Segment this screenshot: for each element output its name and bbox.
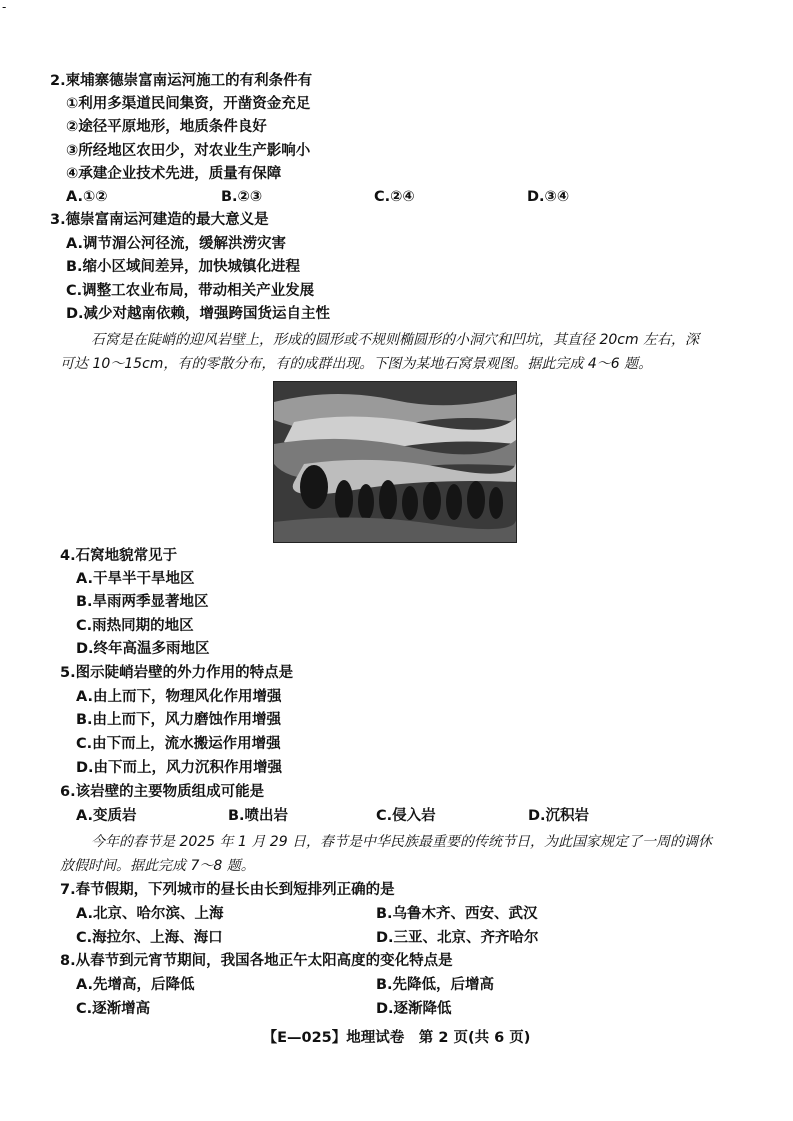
question-2-item-4: ④承建企业技术先进，质量有保障 — [66, 166, 282, 182]
rock-cavity-illustration — [274, 382, 516, 542]
option-a: A.先增高，后降低 — [76, 977, 195, 993]
question-4-stem: 4.石窝地貌常见于 — [60, 548, 178, 564]
option-d: D.③④ — [527, 189, 570, 205]
option-b: B.②③ — [221, 189, 263, 205]
question-3-option-c: C.调整工农业布局，带动相关产业发展 — [66, 283, 315, 299]
option-b: B.喷出岩 — [228, 808, 289, 824]
question-2-stem: 2.柬埔寨德崇富南运河施工的有利条件有 — [50, 73, 313, 89]
passage-1-line-1: 石窝是在陡峭的迎风岩壁上，形成的圆形或不规则椭圆形的小洞穴和凹坑，其直径 20cm 左右，深 — [91, 332, 700, 348]
question-5-option-d: D.由下而上，风力沉积作用增强 — [76, 760, 283, 776]
question-4-option-b: B.旱雨两季显著地区 — [76, 594, 209, 610]
option-b: B.先降低，后增高 — [376, 977, 495, 993]
question-2-item-2: ②途径平原地形，地质条件良好 — [66, 119, 267, 135]
option-d: D.沉积岩 — [528, 808, 590, 824]
option-a: A.变质岩 — [76, 808, 137, 824]
page-footer: 【E—025】地理试卷 第 2 页(共 6 页) — [262, 1030, 531, 1046]
question-5-option-a: A.由上而下，物理风化作用增强 — [76, 689, 282, 705]
option-a: A.①② — [66, 189, 108, 205]
option-a: A.北京、哈尔滨、上海 — [76, 906, 224, 922]
passage-1-line-2: 可达 10～15cm，有的零散分布，有的成群出现。下图为某地石窝景观图。据此完成 4～6 题。 — [60, 356, 653, 372]
question-8-stem: 8.从春节到元宵节期间，我国各地正午太阳高度的变化特点是 — [60, 953, 453, 969]
question-5-option-b: B.由上而下，风力磨蚀作用增强 — [76, 712, 282, 728]
question-5-stem: 5.图示陡峭岩壁的外力作用的特点是 — [60, 665, 294, 681]
question-4-option-a: A.干旱半干旱地区 — [76, 571, 195, 587]
question-2-item-1: ①利用多渠道民间集资，开凿资金充足 — [66, 96, 311, 112]
rock-cavity-photo — [273, 381, 517, 543]
question-5-option-c: C.由下而上，流水搬运作用增强 — [76, 736, 281, 752]
question-3-stem: 3.德崇富南运河建造的最大意义是 — [50, 212, 269, 228]
question-3-option-a: A.调节湄公河径流，缓解洪涝灾害 — [66, 236, 286, 252]
option-c: C.逐渐增高 — [76, 1001, 151, 1017]
question-7-stem: 7.春节假期，下列城市的昼长由长到短排列正确的是 — [60, 882, 395, 898]
question-3-option-b: B.缩小区域间差异，加快城镇化进程 — [66, 259, 301, 275]
corner-mark: - — [2, 0, 7, 14]
question-4-option-d: D.终年高温多雨地区 — [76, 641, 210, 657]
option-c: C.海拉尔、上海、海口 — [76, 930, 223, 946]
question-4-option-c: C.雨热同期的地区 — [76, 618, 194, 634]
option-d: D.逐渐降低 — [376, 1001, 452, 1017]
question-2-item-3: ③所经地区农田少，对农业生产影响小 — [66, 143, 311, 159]
question-3-option-d: D.减少对越南依赖，增强跨国货运自主性 — [66, 306, 331, 322]
passage-2-line-1: 今年的春节是 2025 年 1 月 29 日，春节是中华民族最重要的传统节日，为此国家规定了一周的调休 — [91, 834, 713, 850]
option-d: D.三亚、北京、齐齐哈尔 — [376, 930, 539, 946]
question-6-stem: 6.该岩壁的主要物质组成可能是 — [60, 784, 265, 800]
option-c: C.侵入岩 — [376, 808, 436, 824]
option-c: C.②④ — [374, 189, 415, 205]
option-b: B.乌鲁木齐、西安、武汉 — [376, 906, 538, 922]
passage-2-line-2: 放假时间。据此完成 7～8 题。 — [60, 858, 255, 874]
